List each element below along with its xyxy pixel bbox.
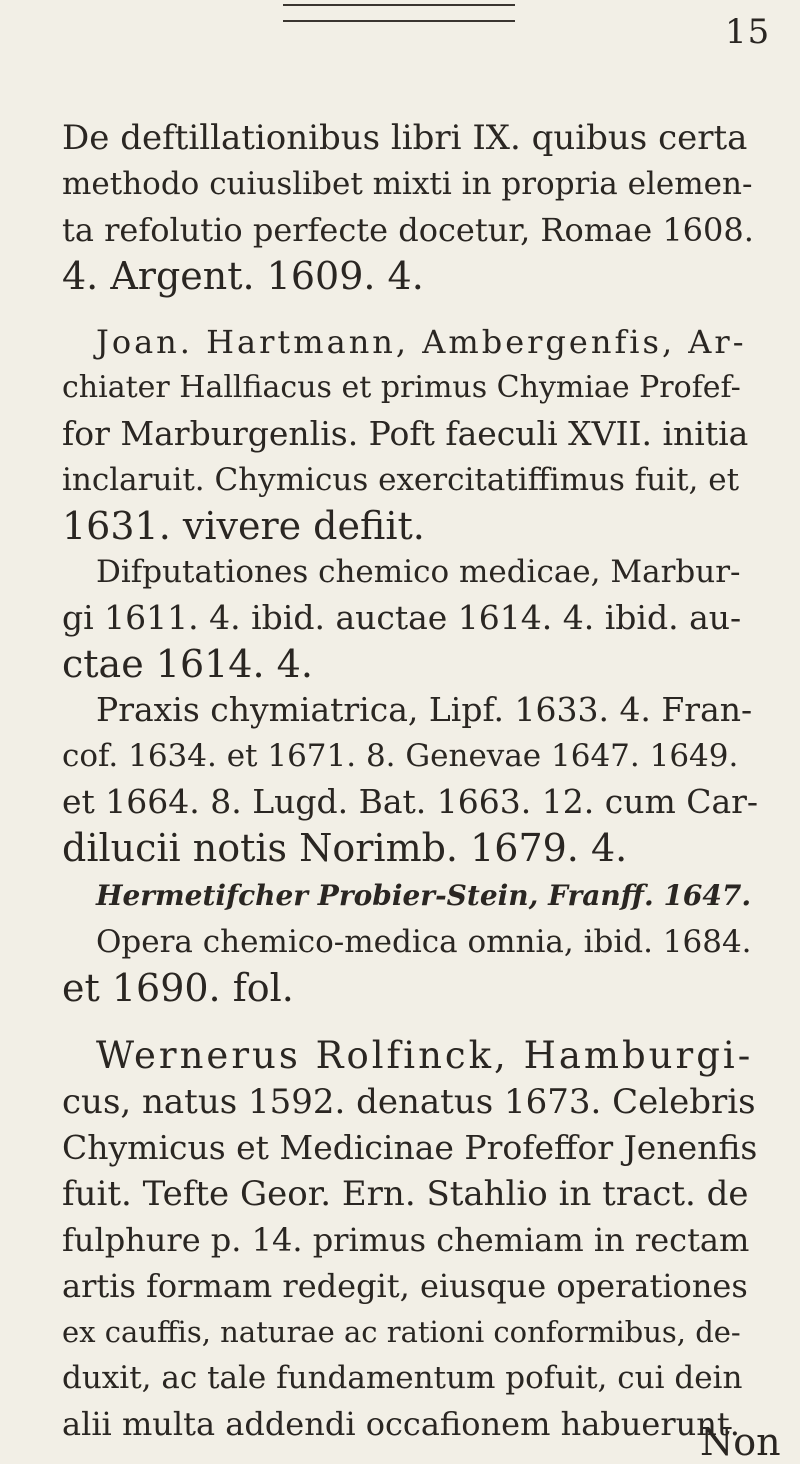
text-line: 1631. vivere defiit. [62, 504, 425, 548]
text-line: fuit. Tefte Geor. Ern. Stahlio in tract. de [62, 1174, 749, 1214]
text-line: ta refolutio perfecte docetur, Romae 1608. [62, 211, 754, 249]
text-line: dilucii notis Norimb. 1679. 4. [62, 826, 628, 870]
text-line: et 1664. 8. Lugd. Bat. 1663. 12. cum Car- [62, 782, 759, 821]
text-line: Chymicus et Medicinae Profeffor Jenenfis [62, 1128, 758, 1167]
text-line: duxit, ac tale fundamentum pofuit, cui dein [62, 1360, 743, 1396]
text-line: Difputationes chemico medicae, Marbur- [96, 554, 741, 590]
text-line: Opera chemico-medica omnia, ibid. 1684. [96, 924, 752, 960]
header-rule [283, 4, 515, 22]
text-line: ctae 1614. 4. [62, 642, 313, 686]
text-line-fraktur: Hermetifcher Probier-Stein, Franff. 1647. [96, 879, 752, 912]
text-line-author: Wernerus Rolfinck, Hamburgi- [96, 1034, 754, 1077]
text-line: inclaruit. Chymicus exercitatiffimus fuit, et [62, 462, 740, 498]
text-line: Praxis chymiatrica, Lipf. 1633. 4. Fran- [96, 690, 753, 729]
text-line: methodo cuiuslibet mixti in propria elemen- [62, 166, 753, 202]
text-line: De deftillationibus libri IX. quibus certa [62, 118, 748, 158]
text-line: for Marburgenlis. Poft faeculi XVII. initia [62, 414, 749, 453]
text-line: artis formam redegit, eiusque operationes [62, 1267, 748, 1305]
text-line: chiater Hallfiacus et primus Chymiae Profef- [62, 370, 741, 405]
text-line: et 1690. fol. [62, 966, 294, 1010]
text-line: fulphure p. 14. primus chemiam in rectam [62, 1221, 750, 1259]
text-line: cus, natus 1592. denatus 1673. Celebris [62, 1082, 756, 1122]
text-line: alii multa addendi occafionem habuerunt. [62, 1405, 740, 1443]
text-line: ex cauffis, naturae ac rationi conformibus, de- [62, 1315, 741, 1349]
catchword: Non [700, 1420, 781, 1464]
text-line: 4. Argent. 1609. 4. [62, 254, 424, 298]
text-line: gi 1611. 4. ibid. auctae 1614. 4. ibid. au- [62, 598, 742, 637]
page-number: 15 [725, 12, 771, 52]
text-line-author: Joan. Hartmann, Ambergenfis, Ar- [96, 323, 747, 361]
text-line: cof. 1634. et 1671. 8. Genevae 1647. 1649. [62, 738, 739, 774]
